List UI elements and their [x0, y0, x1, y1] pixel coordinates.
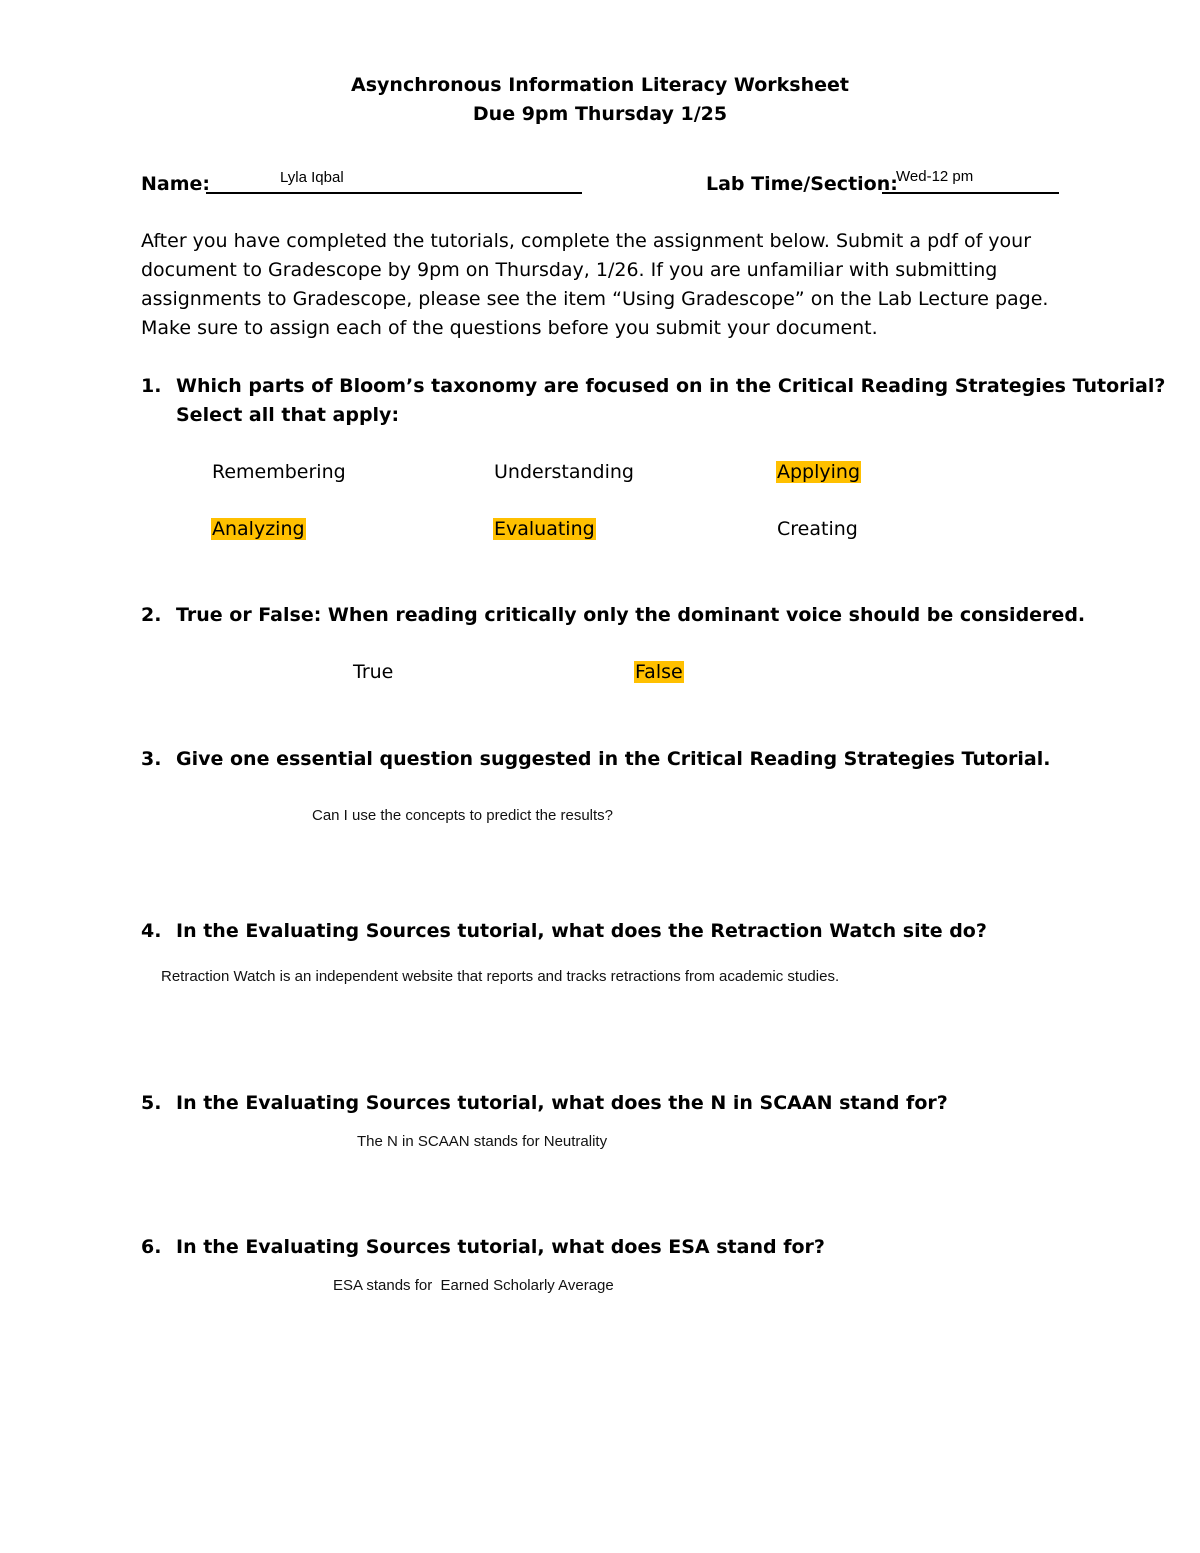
lab-section-field[interactable]: Wed-12 pm	[896, 168, 974, 185]
q1-option-label: Creating	[777, 518, 858, 540]
q3-answer[interactable]: Can I use the concepts to predict the results?	[312, 807, 614, 824]
q6-text: In the Evaluating Sources tutorial, what does ESA stand for?	[176, 1236, 825, 1258]
q1-text-line-2: Select all that apply:	[176, 404, 400, 426]
q3-number: 3.	[141, 748, 162, 770]
instructions-line-4: Make sure to assign each of the questions before you submit your document.	[141, 317, 878, 339]
q6-answer[interactable]: ESA stands for Earned Scholarly Average	[333, 1277, 614, 1294]
q6-number: 6.	[141, 1236, 162, 1258]
name-label: Name:	[141, 173, 211, 195]
name-field[interactable]: Lyla Iqbal	[280, 169, 344, 186]
due-date: Due 9pm Thursday 1/25	[472, 103, 728, 125]
q1-option-label: Applying	[777, 461, 861, 483]
q1-option-label: Understanding	[494, 461, 634, 483]
q4-number: 4.	[141, 920, 162, 942]
lab-section-underline	[882, 192, 1059, 194]
q1-option-understanding[interactable]	[493, 461, 635, 483]
q2-option-true[interactable]	[352, 661, 394, 683]
q1-text-line-1: Which parts of Bloom’s taxonomy are focused on in the Critical Reading Strategies Tutorial?	[176, 375, 1166, 397]
q3-text: Give one essential question suggested in the Critical Reading Strategies Tutorial.	[176, 748, 1051, 770]
q1-option-evaluating[interactable]	[493, 518, 596, 540]
q4-answer[interactable]: Retraction Watch is an independent website that reports and tracks retractions from academic studies.	[161, 968, 840, 985]
q2-option-label: False	[635, 661, 683, 683]
q2-text: True or False: When reading critically only the dominant voice should be considered.	[176, 604, 1086, 626]
name-underline	[206, 192, 582, 194]
q2-number: 2.	[141, 604, 162, 626]
lab-section-label: Lab Time/Section:	[706, 173, 898, 195]
instructions-line-2: document to Gradescope by 9pm on Thursday, 1/26. If you are unfamiliar with submitting	[141, 259, 998, 281]
instructions-line-3: assignments to Gradescope, please see the item “Using Gradescope” on the Lab Lecture page.	[141, 288, 1049, 310]
q1-option-analyzing[interactable]	[211, 518, 306, 540]
q1-option-label: Evaluating	[494, 518, 595, 540]
q5-text: In the Evaluating Sources tutorial, what does the N in SCAAN stand for?	[176, 1092, 948, 1114]
q2-option-label: True	[353, 661, 394, 683]
instructions-line-1: After you have completed the tutorials, complete the assignment below. Submit a pdf of your	[141, 230, 1032, 252]
q1-option-label: Remembering	[212, 461, 346, 483]
q5-number: 5.	[141, 1092, 162, 1114]
q1-option-remembering[interactable]	[211, 461, 347, 483]
q1-option-label: Analyzing	[212, 518, 305, 540]
worksheet-title: Asynchronous Information Literacy Worksheet	[351, 74, 849, 96]
q1-option-creating[interactable]	[776, 518, 859, 540]
q2-option-false[interactable]	[634, 661, 684, 683]
q1-option-applying[interactable]	[776, 461, 861, 483]
q4-text: In the Evaluating Sources tutorial, what does the Retraction Watch site do?	[176, 920, 987, 942]
q5-answer[interactable]: The N in SCAAN stands for Neutrality	[357, 1133, 608, 1150]
q1-number: 1.	[141, 375, 162, 397]
